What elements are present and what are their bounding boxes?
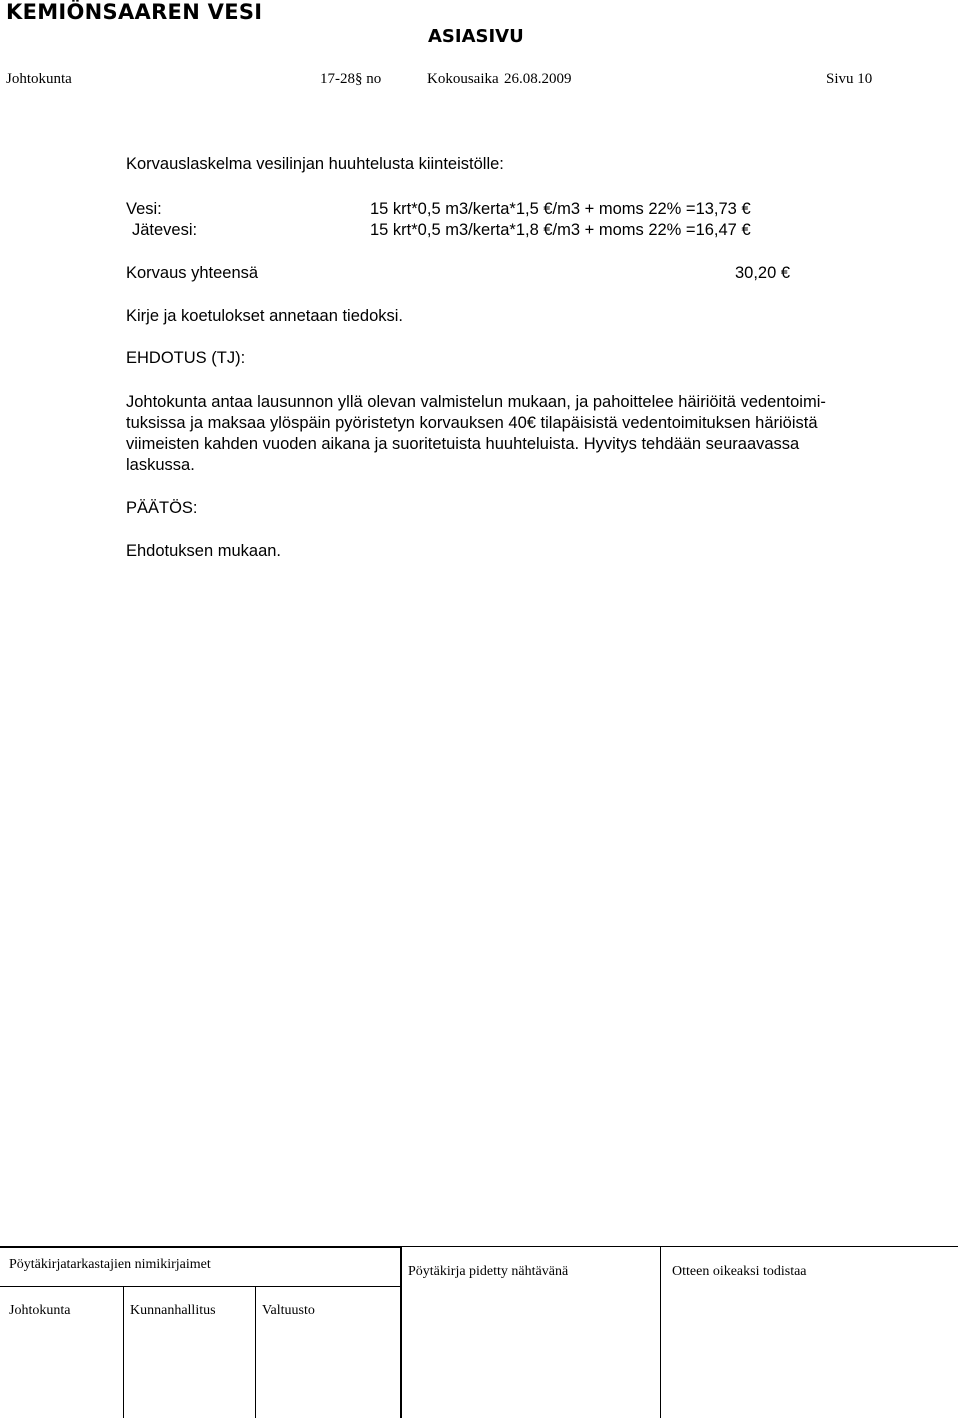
- footer-row-rule: [0, 1286, 400, 1287]
- footer-col-divider: [255, 1286, 256, 1418]
- water-label: Vesi:: [126, 200, 162, 218]
- document-type: ASIASIVU: [428, 26, 524, 47]
- signature-footer: [0, 1246, 958, 1418]
- footer-top-rule-right: [400, 1246, 958, 1247]
- total-value: 30,20 €: [735, 264, 791, 282]
- calculation-heading: Korvauslaskelma vesilinjan huuhtelusta kiinteistölle:: [126, 155, 504, 173]
- signatures-label: Pöytäkirjatarkastajien nimikirjaimet: [9, 1257, 211, 1272]
- footer-col-divider: [123, 1286, 124, 1418]
- proposal-line: tuksissa ja maksaa ylöspäin pyöristetyn korvauksen 40€ tilapäisistä vedentoimituksen häriöistä: [126, 414, 818, 432]
- body-name: Johtokunta: [6, 71, 72, 87]
- proposal-line: Johtokunta antaa lausunnon yllä olevan valmistelun mukaan, ja pahoittelee häiriöitä vedentoimi-: [126, 393, 826, 411]
- water-value: 15 krt*0,5 m3/kerta*1,5 €/m3 + moms 22% =13,73 €: [370, 200, 751, 218]
- decision-heading: PÄÄTÖS:: [126, 499, 198, 517]
- proposal-heading: EHDOTUS (TJ):: [126, 349, 246, 367]
- proposal-line: viimeisten kahden vuoden aikana ja suoritetuista huuhteluista. Hyvitys tehdään seuraavassa: [126, 435, 800, 453]
- meeting-label: Kokousaika: [427, 71, 499, 87]
- total-label: Korvaus yhteensä: [126, 264, 259, 282]
- displayed-label: Pöytäkirja pidetty nähtävänä: [408, 1264, 569, 1279]
- proposal-line: laskussa.: [126, 456, 195, 474]
- certified-label: Otteen oikeaksi todistaa: [672, 1264, 807, 1279]
- kunnanhallitus-column: Kunnanhallitus: [130, 1303, 216, 1318]
- decision-text: Ehdotuksen mukaan.: [126, 542, 282, 560]
- organization-name: KEMIÖNSAAREN VESI: [6, 0, 263, 24]
- attachment-note: Kirje ja koetulokset annetaan tiedoksi.: [126, 307, 404, 325]
- wastewater-value: 15 krt*0,5 m3/kerta*1,8 €/m3 + moms 22% =16,47 €: [370, 221, 751, 239]
- meeting-date: 26.08.2009: [504, 71, 572, 87]
- wastewater-label: Jätevesi:: [132, 221, 198, 239]
- footer-col-divider-right: [660, 1246, 661, 1418]
- page-number: Sivu 10: [826, 71, 873, 87]
- section-number: 17-28§ no: [320, 71, 382, 87]
- johtokunta-column: Johtokunta: [9, 1303, 71, 1318]
- valtuusto-column: Valtuusto: [262, 1303, 315, 1318]
- footer-divider-main: [400, 1246, 402, 1418]
- footer-top-rule: [0, 1246, 400, 1248]
